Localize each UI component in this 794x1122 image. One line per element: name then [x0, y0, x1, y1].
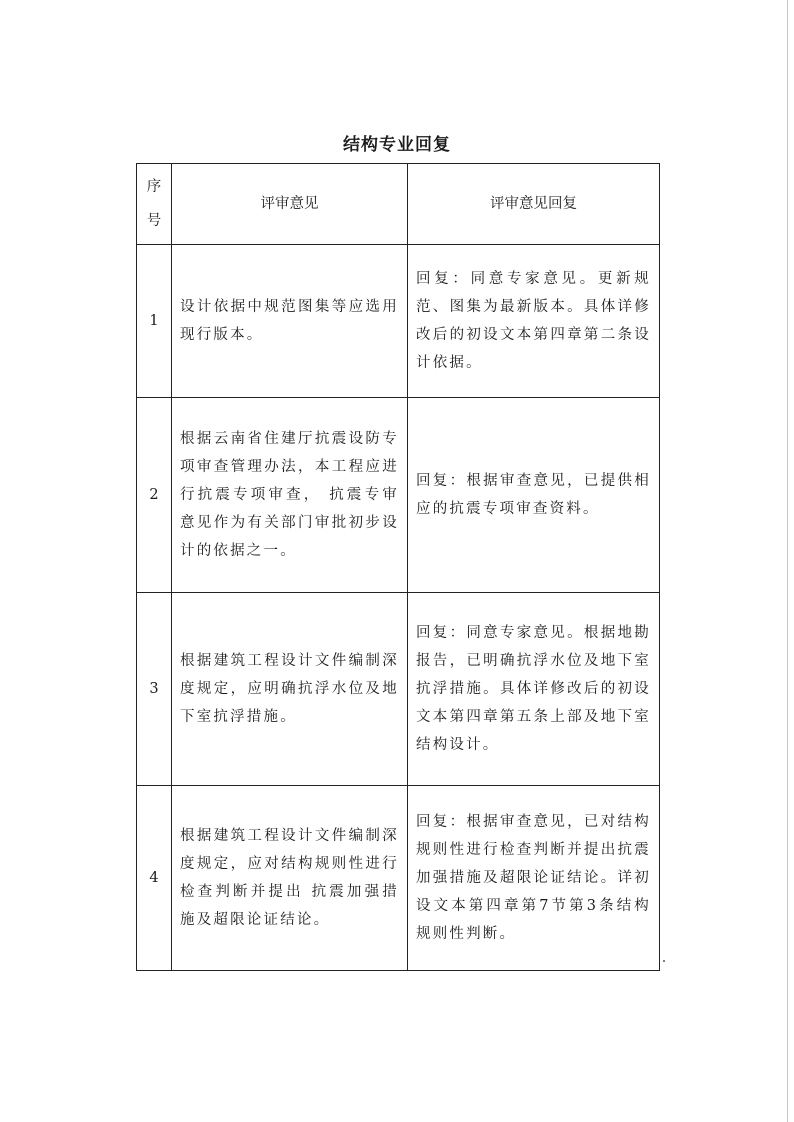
review-response: 回复：同意专家意见。更新规范、图集为最新版本。具体详修改后的初设文本第四章第二条设计依据。: [408, 245, 660, 398]
review-response: 回复：同意专家意见。根据地勘报告，已明确抗浮水位及地下室抗浮措施。具体详修改后的初设文本第四章第五条上部及地下室结构设计。: [408, 593, 660, 786]
table-row: [137, 593, 660, 786]
header-serial-number: [137, 164, 172, 245]
scan-edge-line: [787, 0, 788, 1122]
review-opinion: 根据建筑工程设计文件编制深度规定，应明确抗浮水位及地下室抗浮措施。: [172, 593, 408, 786]
review-opinion: 根据云南省住建厅抗震设防专项审查管理办法，本工程应进行抗震专项审查， 抗震专审意见作为有关部门审批初步设计的依据之一。: [172, 398, 408, 593]
table-row: [137, 398, 660, 593]
review-opinion: 设计依据中规范图集等应选用现行版本。: [172, 245, 408, 398]
review-table: [136, 163, 660, 971]
page-title: 结构专业回复: [343, 135, 451, 155]
header-serial-line1: 序: [146, 179, 162, 195]
table-header-row: [137, 164, 660, 245]
header-serial-line2: 号: [146, 213, 162, 229]
header-response: 评审意见回复: [408, 164, 660, 245]
table-row: [137, 245, 660, 398]
table-row: [137, 786, 660, 971]
row-number: 1: [137, 245, 172, 398]
review-response: 回复：根据审查意见，已提供相应的抗震专项审查资料。: [408, 398, 660, 593]
header-opinion: 评审意见: [172, 164, 408, 245]
row-number: 3: [137, 593, 172, 786]
scan-speck: [663, 960, 665, 962]
review-response: 回复：根据审查意见，已对结构规则性进行检查判断并提出抗震加强措施及超限论证结论。详初设文本第四章第7节第3条结构规则性判断。: [408, 786, 660, 971]
row-number: 4: [137, 786, 172, 971]
review-opinion: 根据建筑工程设计文件编制深度规定，应对结构规则性进行检查判断并提出 抗震加强措施及超限论证结论。: [172, 786, 408, 971]
row-number: 2: [137, 398, 172, 593]
